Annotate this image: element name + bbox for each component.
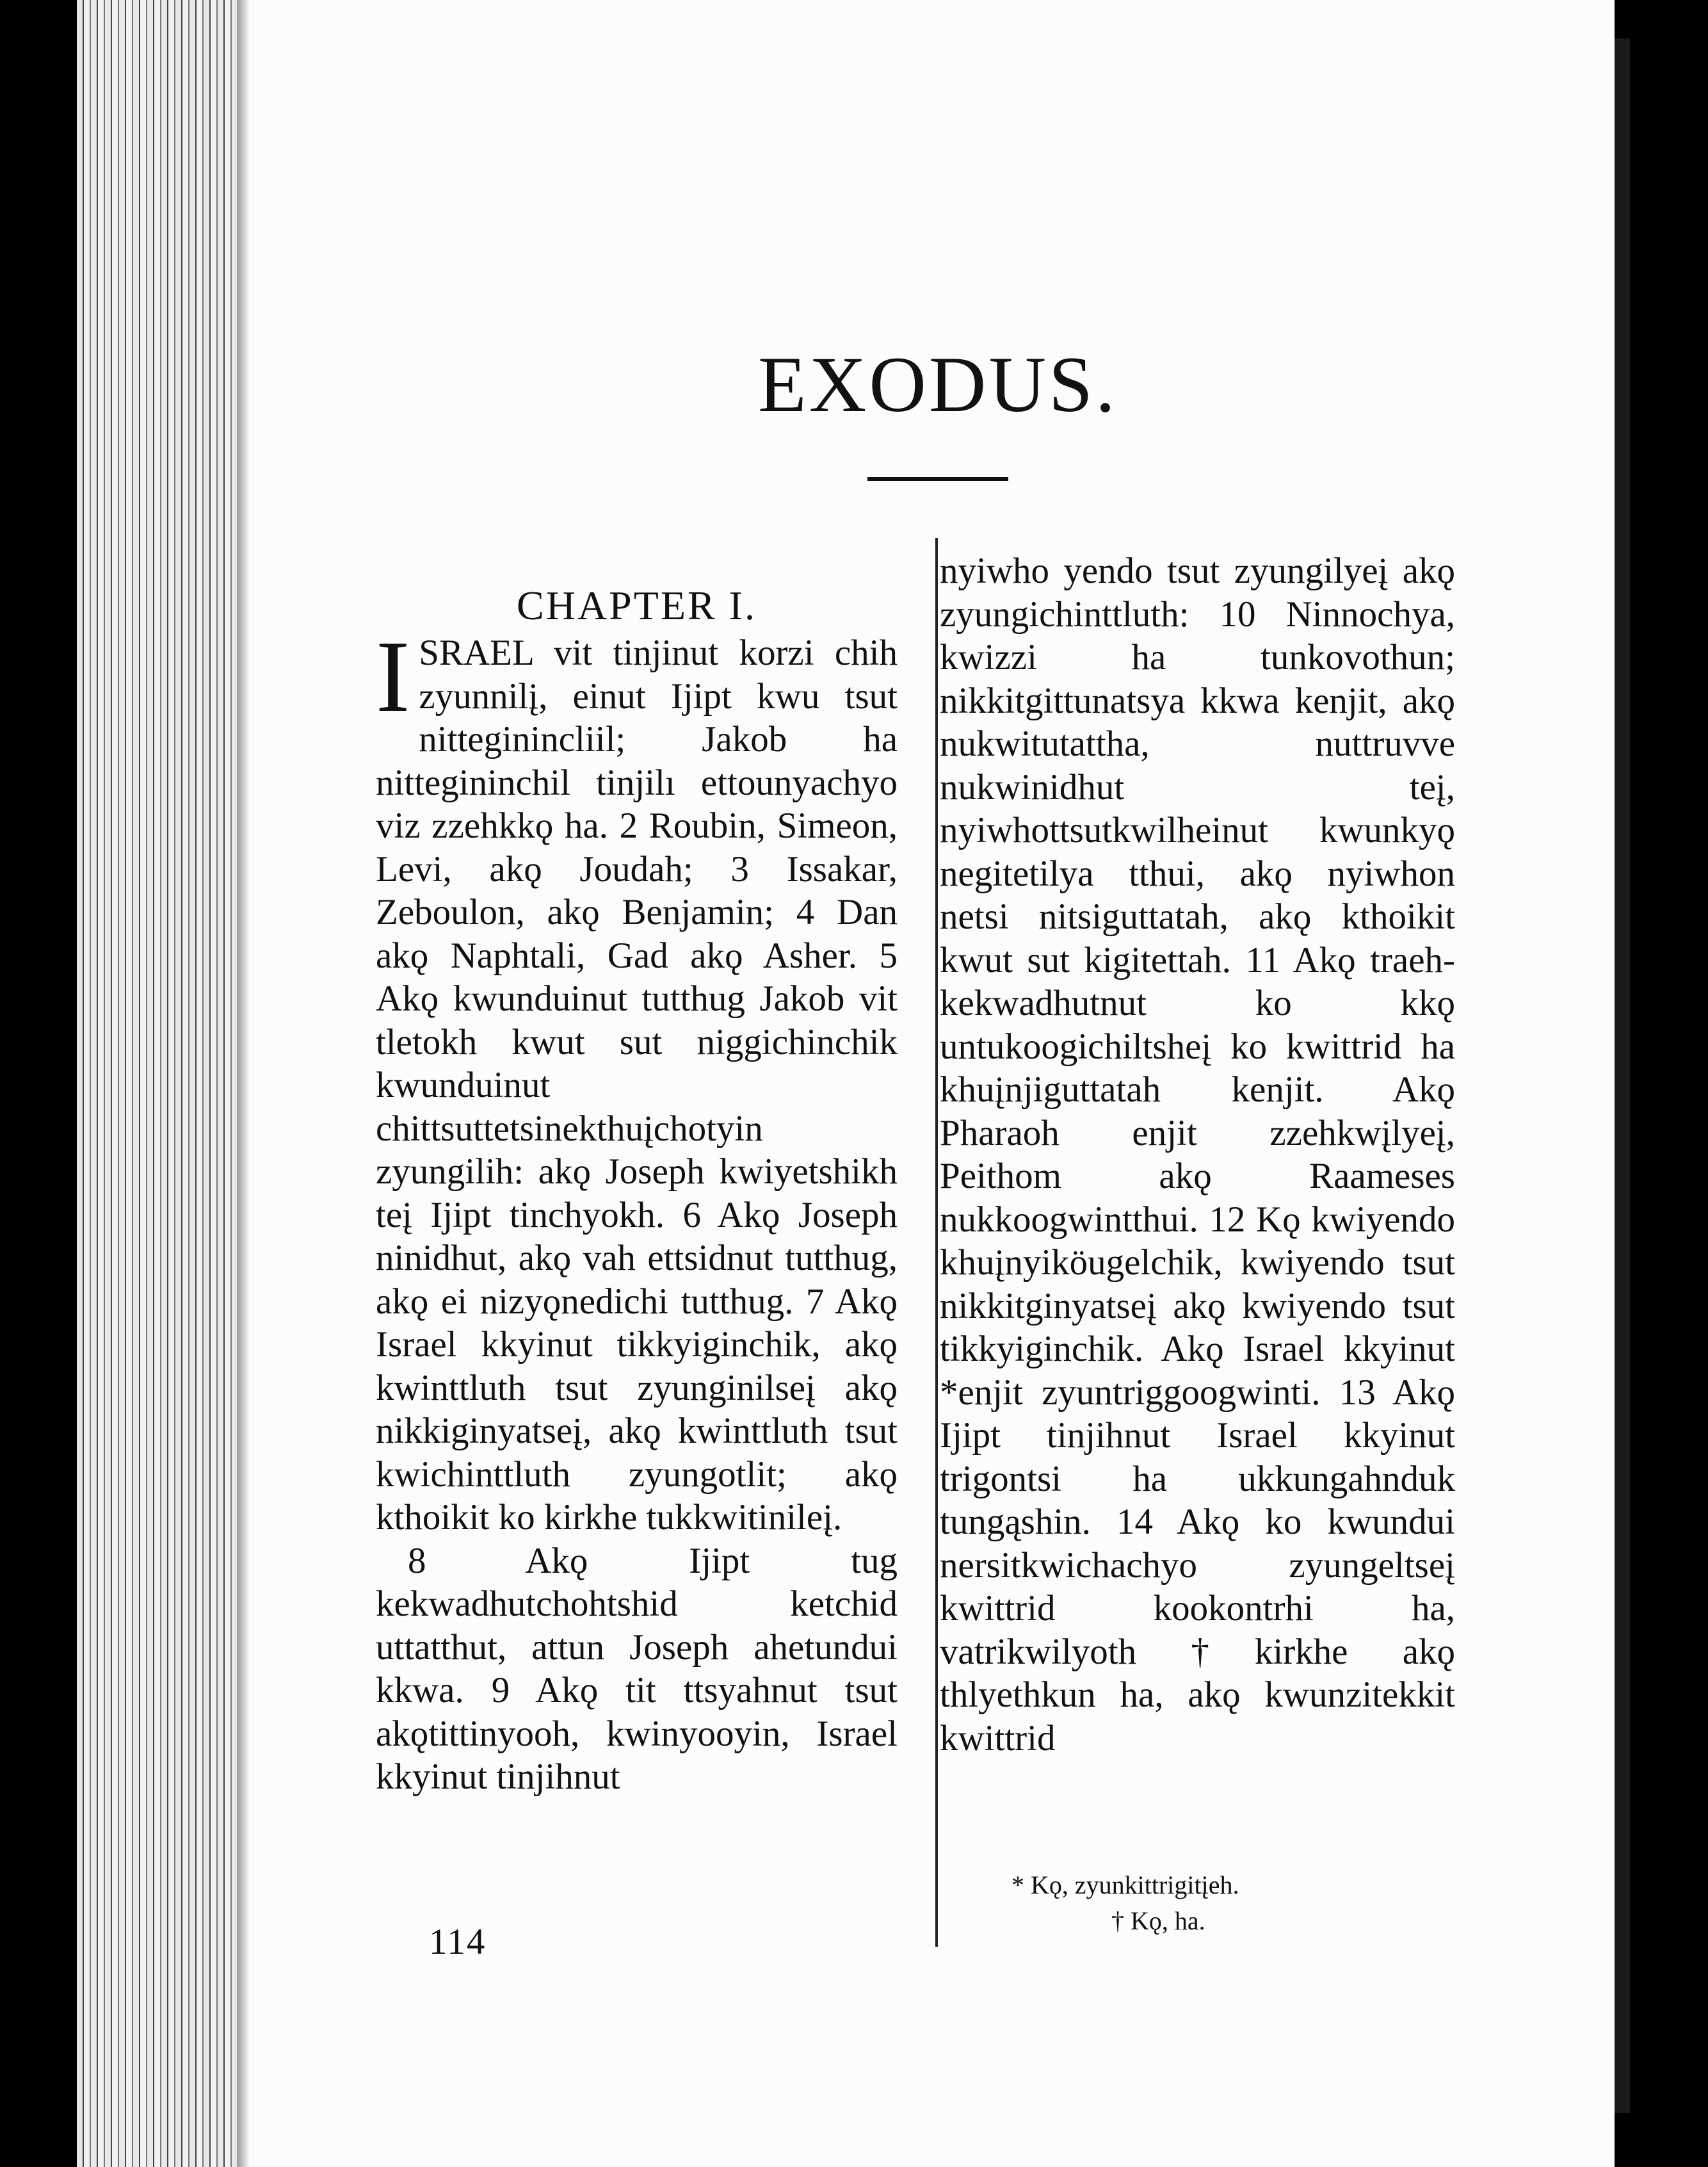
title-rule (867, 477, 1008, 481)
facing-page-edge (1615, 38, 1630, 2113)
paragraph-1 (376, 619, 898, 1539)
column-divider (935, 538, 938, 1947)
chapter-heading: CHAPTER I. (517, 583, 757, 628)
right-column-text: nyiwho yendo tsut zyungilyeį akǫ zyungichinttluth: 10 Ninnochya, kwizzi ha tunkovothun; nikkitgittunatsya kkwa kenjit, akǫ nukwitutattha, nuttruvve nukwinidhut teį, nyiwhottsutkwilheinut kwunkyǫ negitetilya tthui, akǫ nyiwhon netsi nitsiguttatah, akǫ kthoikit kwut sut kigitettah. 11 Akǫ traeh-kekwadhutnut ko kkǫ untukoogichiltsheį ko kwittrid ha khuįnjiguttatah kenjit. Akǫ Pharaoh enjit zzehkwįlyeį, Peithom akǫ Raameses nukkoogwintthui. 12 Kǫ kwiyendo khuįnyiköugelchik, kwiyendo tsut nikkitginyatseį akǫ kwiyendo tsut tikkyiginchik. Akǫ Israel kkyinut *enjit zyuntriggoogwinti. 13 Akǫ Ijipt tinjihnut Israel kkyinut trigontsi ha ukkungahnduk tungąshin. 14 Akǫ ko kwundui nersitkwichachyo zyungeltseį kwittrid kookontrhi ha, vatrikwilyoth †kirkhe akǫ thlyethkun ha, akǫ kwunzitekkit kwittrid (940, 551, 1455, 1758)
drop-cap: I (376, 619, 410, 733)
paragraph-1-text: SRAEL vit tinjinut korzi chih zyunnilį, einut Ijipt kwu tsut nitteginincliil; Jakob ha nittegininchil tinjilı ettounyachyo viz zzehkkǫ ha. 2 Roubin, Simeon, Levi, akǫ Joudah; 3 Issakar, Zeboulon, akǫ Benjamin; 4 Dan akǫ Naphtali, Gad akǫ Asher. 5 Akǫ kwunduinut tutthug Jakob vit tletokh kwut sut niggichinchik kwunduinut chittsuttetsinekthuįchotyin zyungilih: akǫ Joseph kwiyetshikh teį Ijipt tinchyokh. 6 Akǫ Joseph ninidhut, akǫ vah ettsidnut tutthug, akǫ ei nizyǫnedichi tutthug. 7 Akǫ Israel kkyinut tikkyiginchik, akǫ kwinttluth tsut zyunginilseį akǫ nikkiginyatseį, akǫ kwinttluth tsut kwichinttluth zyungotlit; akǫ kthoikit ko kirkhe tukkwitinileį. (376, 633, 898, 1538)
page-gutter-shadow (237, 0, 250, 2167)
footnote: * Kǫ, zyunkittrigitįeh. (1011, 1871, 1239, 1899)
paragraph-2: 8 Akǫ Ijipt tug kekwadhutchohtshid ketchid uttatthut, attun Joseph ahetundui kkwa. 9 Akǫ tit ttsyahnut tsut akǫtittinyooh, kwinyooyin, Israel kkyinut tinjihnut (376, 1540, 898, 1797)
book-page-stack (77, 0, 243, 2167)
footnotes (999, 1867, 1383, 1939)
left-column (376, 583, 898, 1799)
scan-border (1630, 26, 1708, 2139)
book-title: EXODUS. (758, 341, 1118, 428)
right-column (940, 549, 1455, 1760)
footnote: † Kǫ, ha. (1111, 1906, 1205, 1935)
page-number: 114 (429, 1922, 487, 1962)
